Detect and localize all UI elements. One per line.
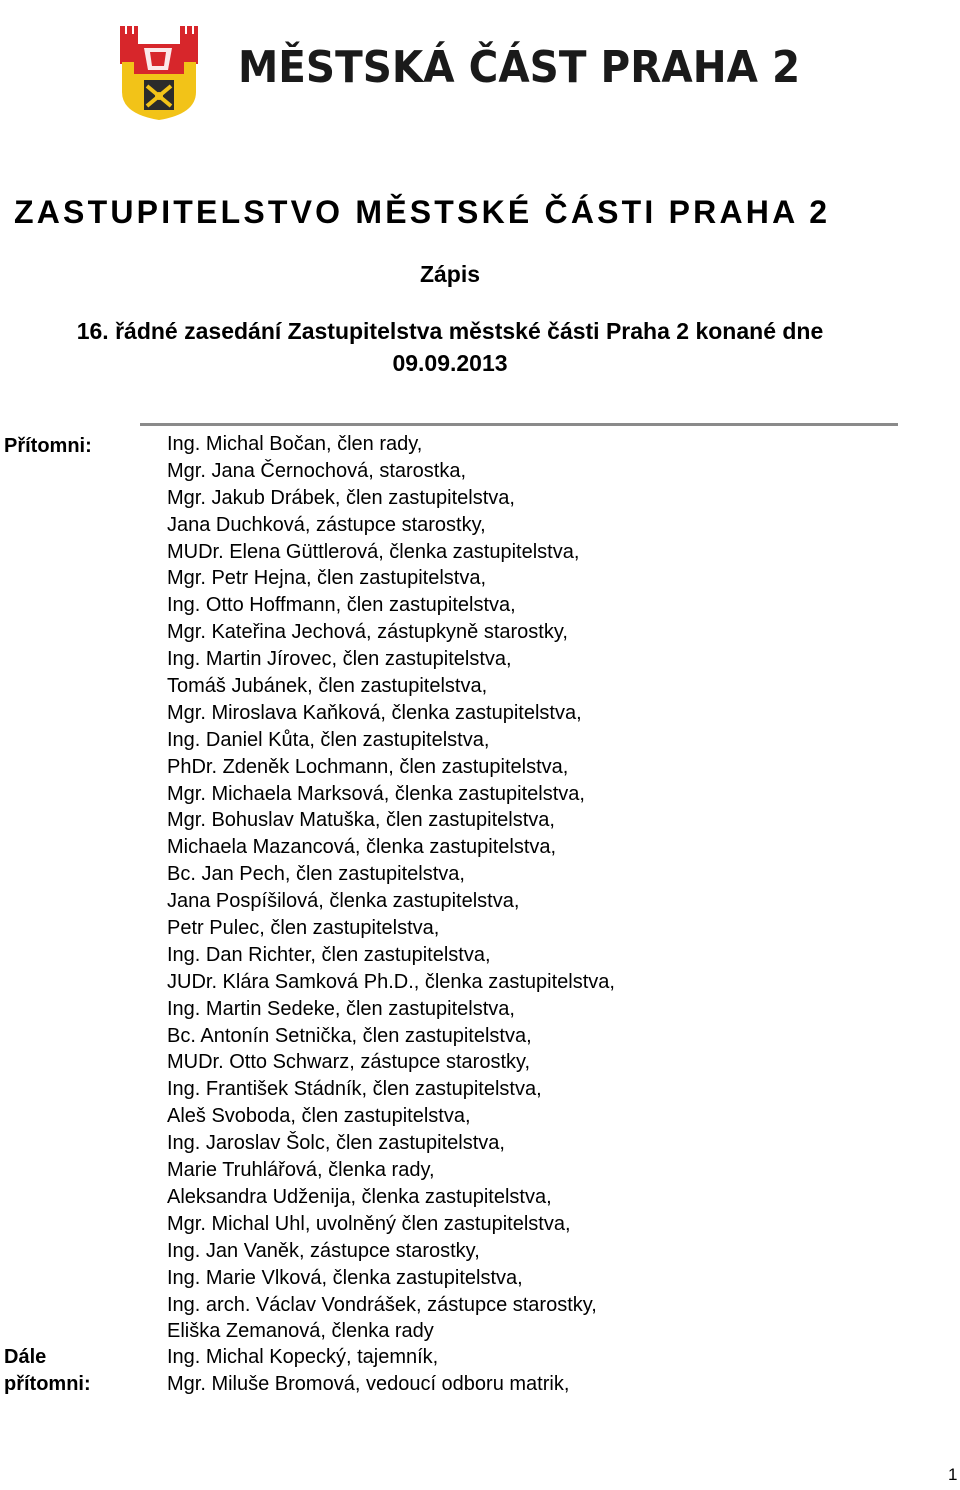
also-present-label-line-1: Dále xyxy=(4,1346,47,1368)
session-description xyxy=(0,315,900,379)
list-item: Ing. Dan Richter, člen zastupitelstva, xyxy=(167,943,491,966)
present-label: Přítomni: xyxy=(4,435,92,457)
list-item: MUDr. Elena Güttlerová, členka zastupitelstva, xyxy=(167,540,580,563)
list-item: Michaela Mazancová, členka zastupitelstva, xyxy=(167,836,557,859)
list-item: Ing. Martin Sedeke, člen zastupitelstva, xyxy=(167,997,515,1020)
session-date: 09.09.2013 xyxy=(392,350,508,376)
list-item: Aleš Svoboda, člen zastupitelstva, xyxy=(167,1105,471,1128)
list-item: Ing. František Stádník, člen zastupitelstva, xyxy=(167,1078,542,1101)
list-item: Ing. Otto Hoffmann, člen zastupitelstva, xyxy=(167,594,516,617)
also-present-label-line-2: přítomni: xyxy=(4,1373,91,1395)
list-item: Mgr. Michaela Marksová, členka zastupitelstva, xyxy=(167,782,585,805)
list-item: Ing. Jan Vaněk, zástupce starostky, xyxy=(167,1239,480,1262)
list-item: Mgr. Jana Černochová, starostka, xyxy=(167,459,467,482)
horizontal-rule xyxy=(140,423,898,426)
list-item: Aleksandra Udženija, členka zastupitelstva, xyxy=(167,1185,552,1208)
list-item: Mgr. Miroslava Kaňková, členka zastupitelstva, xyxy=(167,701,582,724)
prague-2-coat-of-arms-icon xyxy=(114,22,204,122)
also-present-list xyxy=(167,1344,569,1398)
list-item: Tomáš Jubánek, člen zastupitelstva, xyxy=(167,675,488,698)
document-title: ZASTUPITELSTVO MĚSTSKÉ ČÁSTI PRAHA 2 xyxy=(14,194,831,230)
list-item: Ing. Daniel Kůta, člen zastupitelstva, xyxy=(167,728,490,751)
page-number: 1 xyxy=(948,1465,958,1484)
list-item: Mgr. Petr Hejna, člen zastupitelstva, xyxy=(167,567,487,590)
list-item: Mgr. Jakub Drábek, člen zastupitelstva, xyxy=(167,486,515,509)
session-line-1: 16. řádné zasedání Zastupitelstva městské části Praha 2 konané dne xyxy=(76,318,824,344)
list-item: Bc. Antonín Setnička, člen zastupitelstva, xyxy=(167,1024,532,1047)
list-item: Ing. Martin Jírovec, člen zastupitelstva, xyxy=(167,648,512,671)
list-item: JUDr. Klára Samková Ph.D., členka zastupitelstva, xyxy=(167,970,615,993)
list-item: Jana Pospíšilová, členka zastupitelstva, xyxy=(167,890,520,913)
list-item: Mgr. Bohuslav Matuška, člen zastupitelstva, xyxy=(167,809,555,832)
list-item: Jana Duchková, zástupce starostky, xyxy=(167,513,486,536)
also-present-label xyxy=(4,1344,91,1398)
list-item: PhDr. Zdeněk Lochmann, člen zastupitelstva, xyxy=(167,755,569,778)
list-item: Ing. Jaroslav Šolc, člen zastupitelstva, xyxy=(167,1132,505,1155)
list-item: Mgr. Miluše Bromová, vedoucí odboru matrik, xyxy=(167,1372,570,1395)
list-item: Ing. Michal Bočan, člen rady, xyxy=(167,433,423,455)
document-type-label: Zápis xyxy=(419,261,481,287)
attendees-list xyxy=(167,431,615,1345)
list-item: Ing. arch. Václav Vondrášek, zástupce starostky, xyxy=(167,1293,597,1316)
list-item: Ing. Marie Vlková, členka zastupitelstva, xyxy=(167,1266,523,1289)
list-item: Mgr. Kateřina Jechová, zástupkyně starostky, xyxy=(167,621,568,644)
list-item: Marie Truhlářová, členka rady, xyxy=(167,1159,435,1182)
list-item: Mgr. Michal Uhl, uvolněný člen zastupitelstva, xyxy=(167,1212,571,1235)
list-item: MUDr. Otto Schwarz, zástupce starostky, xyxy=(167,1051,531,1074)
logo-wordmark: MĚSTSKÁ ČÁST PRAHA 2 xyxy=(238,42,801,93)
list-item: Ing. Michal Kopecký, tajemník, xyxy=(167,1346,439,1368)
list-item: Petr Pulec, člen zastupitelstva, xyxy=(167,917,440,940)
list-item: Eliška Zemanová, členka rady xyxy=(167,1320,434,1343)
list-item: Bc. Jan Pech, člen zastupitelstva, xyxy=(167,863,465,886)
